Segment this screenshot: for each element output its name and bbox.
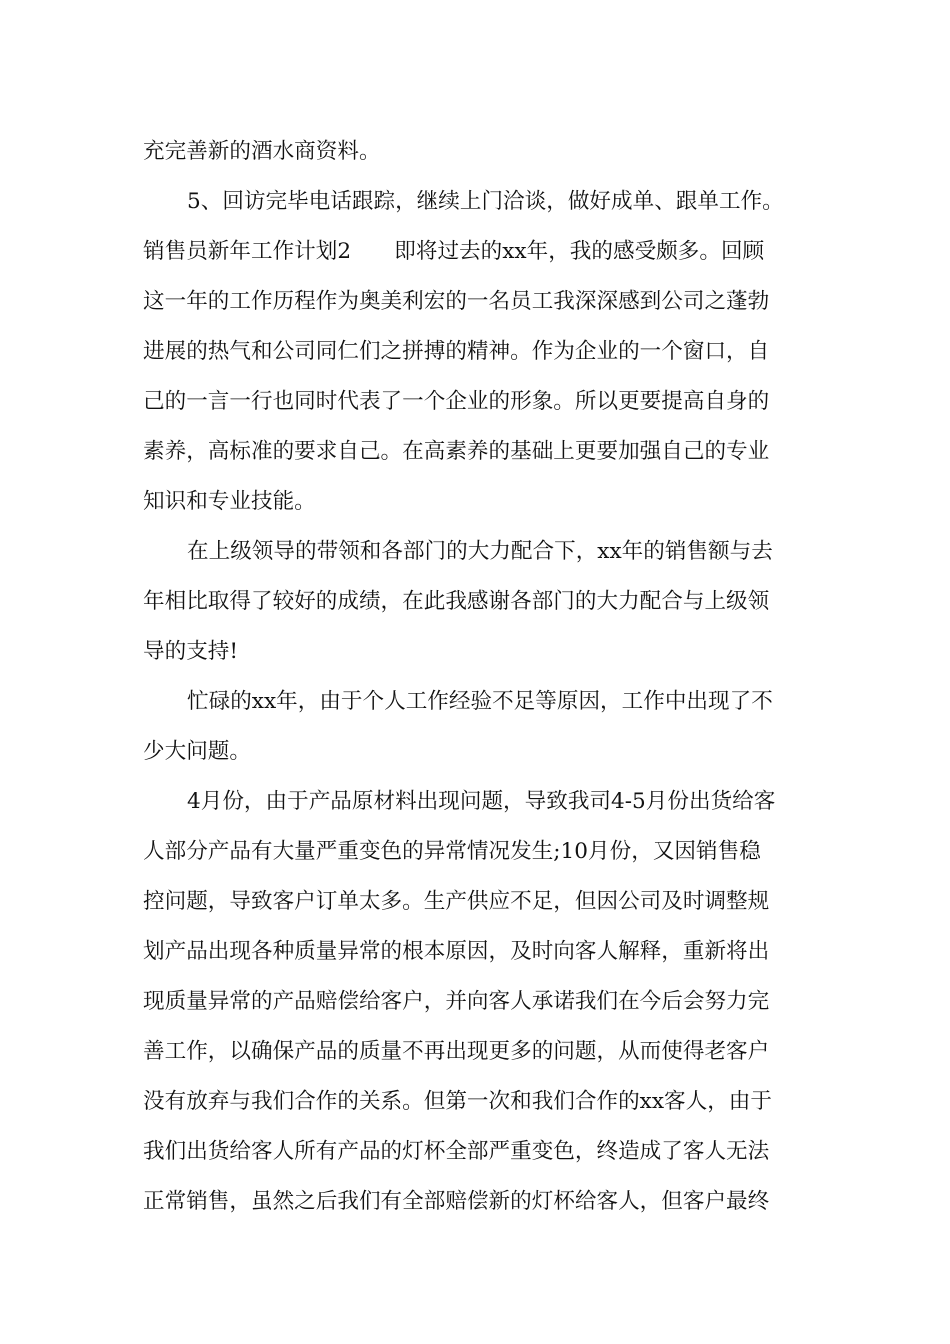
text-line: 善工作，以确保产品的质量不再出现更多的问题，从而使得老客户: [143, 1039, 770, 1064]
text-line: 进展的热气和公司同仁们之拼搏的精神。作为企业的一个窗口，自: [143, 339, 770, 364]
text-line: 充完善新的酒水商资料。: [143, 139, 381, 164]
text-line: 销售员新年工作计划2 即将过去的xx年，我的感受颇多。回顾: [143, 239, 765, 264]
text-line: 划产品出现各种质量异常的根本原因，及时向客人解释，重新将出: [143, 939, 770, 964]
text-line: 素养，高标准的要求自己。在高素养的基础上更要加强自己的专业: [143, 439, 770, 464]
text-line: 知识和专业技能。: [143, 489, 316, 514]
text-line: 导的支持!: [143, 639, 239, 664]
text-line: 控问题，导致客户订单太多。生产供应不足，但因公司及时调整规: [143, 889, 770, 914]
text-line: 年相比取得了较好的成绩，在此我感谢各部门的大力配合与上级领: [143, 589, 770, 614]
text-line: 人部分产品有大量严重变色的异常情况发生;10月份，又因销售稳: [143, 839, 761, 864]
text-line: 在上级领导的带领和各部门的大力配合下，xx年的销售额与去: [187, 539, 773, 564]
text-line: 正常销售，虽然之后我们有全部赔偿新的灯杯给客人，但客户最终: [143, 1189, 770, 1214]
text-line: 少大问题。: [143, 739, 251, 764]
text-line: 现质量异常的产品赔偿给客户，并向客人承诺我们在今后会努力完: [143, 989, 770, 1014]
text-line: 这一年的工作历程作为奥美利宏的一名员工我深深感到公司之蓬勃: [143, 289, 770, 314]
text-line: 我们出货给客人所有产品的灯杯全部严重变色，终造成了客人无法: [143, 1139, 770, 1164]
text-line: 4月份，由于产品原材料出现问题，导致我司4-5月份出货给客: [187, 789, 776, 814]
document-body: [143, 127, 843, 1227]
text-line: 己的一言一行也同时代表了一个企业的形象。所以更要提高自身的: [143, 389, 770, 414]
text-line: 5、回访完毕电话跟踪，继续上门洽谈，做好成单、跟单工作。: [187, 189, 784, 214]
text-line: 忙碌的xx年，由于个人工作经验不足等原因，工作中出现了不: [187, 689, 773, 714]
text-line: 没有放弃与我们合作的关系。但第一次和我们合作的xx客人，由于: [143, 1089, 772, 1114]
